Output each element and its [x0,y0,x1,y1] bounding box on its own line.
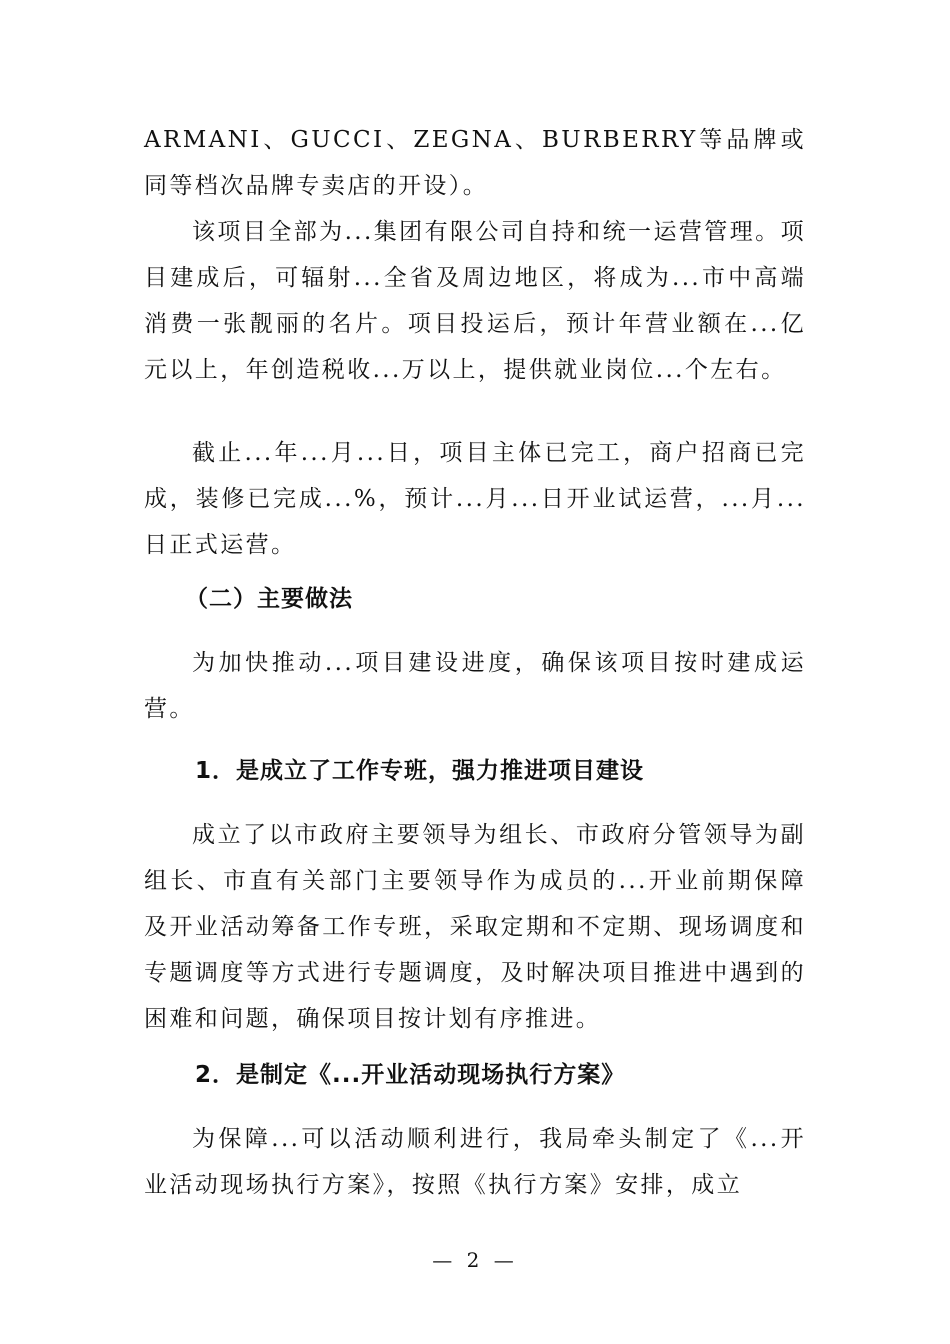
paragraph-progress: 截止...年...月...日，项目主体已完工，商户招商已完成，装修已完成...%，预计...月...日开业试运营，...月...日正式运营。 [144,440,806,558]
paragraph-project-overview: 该项目全部为...集团有限公司自持和统一运营管理。项目建成后，可辐射...全省及周边地区，将成为...市中高端消费一张靓丽的名片。项目投运后，预计年营业额在...亿元以上，年创造税收...万以上，提供就业岗位...个左右。 [144,219,806,383]
paragraph-execution-plan: 为保障...可以活动顺利进行，我局牵头制定了《...开业活动现场执行方案》，按照《执行方案》安排，成立 [144,1126,806,1198]
page-number: — 2 — [432,1248,518,1272]
paragraph-brands: ARMANI、GUCCI、ZEGNA、BURBERRY等品牌或同等档次品牌专卖店的开设）。 [144,127,806,199]
subheading-execution-plan: 2．是制定《...开业活动现场执行方案》 [195,1062,626,1088]
paragraph-working-group: 成立了以市政府主要领导为组长、市政府分管领导为副组长、市直有关部门主要领导作为成员的...开业前期保障及开业活动筹备工作专班，采取定期和不定期、现场调度和专题调度等方式进行专题调度，及时解决项目推进中遇到的困难和问题，确保项目按计划有序推进。 [144,822,806,1032]
paragraph-intro-practices: 为加快推动...项目建设进度，确保该项目按时建成运营。 [144,650,806,722]
section-heading-main-practices: （二）主要做法 [185,586,353,612]
subheading-working-group: 1．是成立了工作专班，强力推进项目建设 [195,758,645,784]
